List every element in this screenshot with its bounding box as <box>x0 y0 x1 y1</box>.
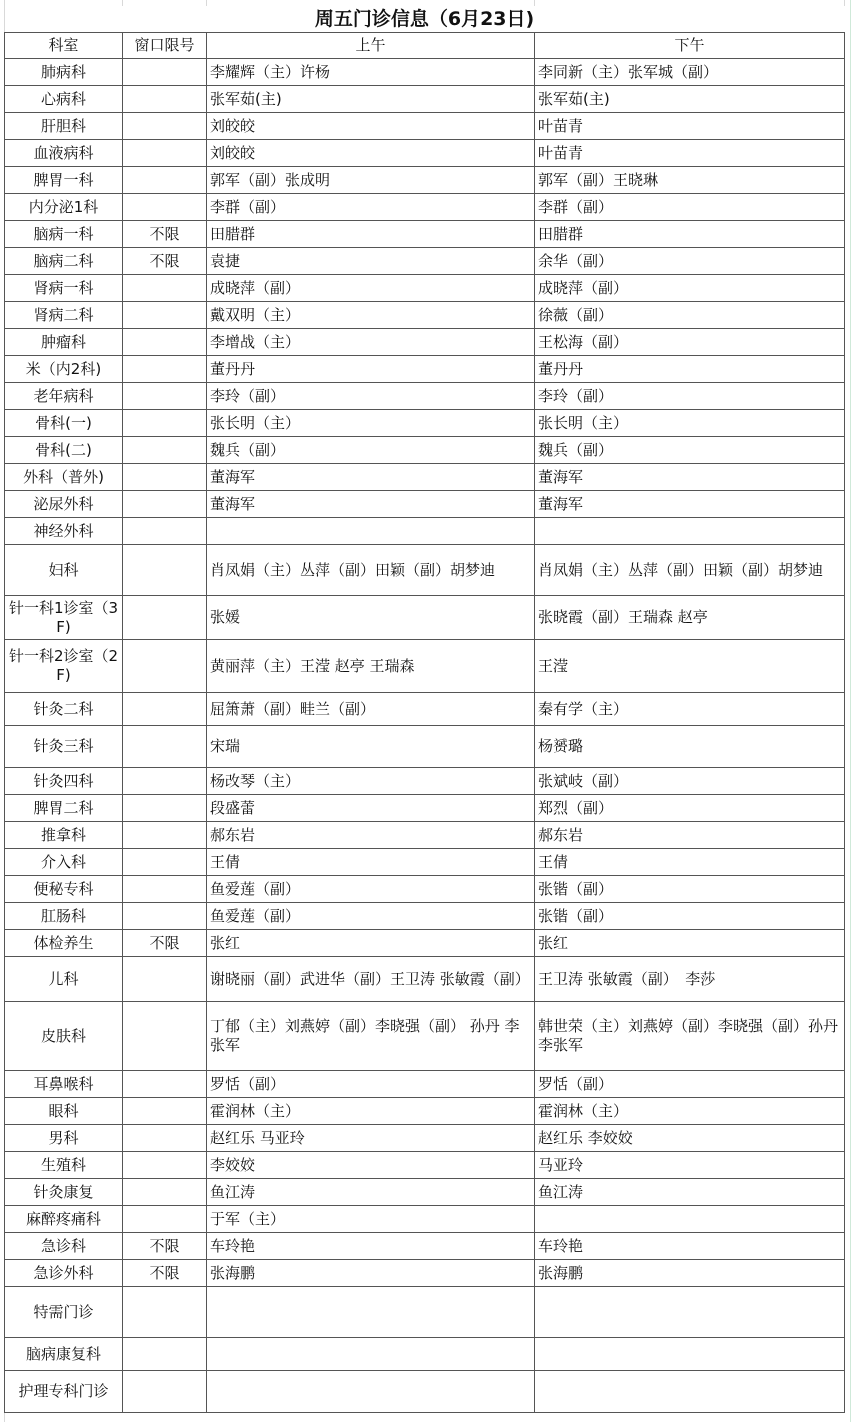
afternoon-cell[interactable]: 魏兵（副） <box>535 437 845 464</box>
table-row <box>5 86 845 113</box>
morning-cell[interactable] <box>207 1287 535 1338</box>
morning-cell[interactable]: 鱼爱莲（副） <box>207 903 535 930</box>
header-afternoon[interactable]: 下午 <box>535 33 845 59</box>
morning-cell[interactable]: 李耀辉（主）许杨 <box>207 59 535 86</box>
table-row <box>5 302 845 329</box>
table-row <box>5 113 845 140</box>
morning-cell[interactable]: 张军茹(主) <box>207 86 535 113</box>
window-limit-cell[interactable] <box>123 59 207 86</box>
dept-cell[interactable]: 针一科1诊室（3F) <box>5 596 123 640</box>
afternoon-cell[interactable]: 余华（副） <box>535 248 845 275</box>
afternoon-cell[interactable]: 李玲（副） <box>535 383 845 410</box>
window-limit-cell[interactable] <box>123 849 207 876</box>
morning-cell[interactable]: 刘皎皎 <box>207 140 535 167</box>
table-title[interactable]: 周五门诊信息（6月23日) <box>5 6 845 33</box>
table-row <box>5 1338 845 1371</box>
morning-cell[interactable]: 李群（副） <box>207 194 535 221</box>
window-limit-cell[interactable] <box>123 464 207 491</box>
afternoon-cell[interactable]: 王松海（副） <box>535 329 845 356</box>
window-limit-cell[interactable] <box>123 795 207 822</box>
window-limit-cell[interactable] <box>123 768 207 795</box>
afternoon-cell[interactable]: 霍润林（主） <box>535 1098 845 1125</box>
morning-cell[interactable]: 杨改琴（主） <box>207 768 535 795</box>
morning-cell[interactable]: 段盛蕾 <box>207 795 535 822</box>
header-morning[interactable]: 上午 <box>207 33 535 59</box>
table-row <box>5 849 845 876</box>
morning-cell[interactable]: 王倩 <box>207 849 535 876</box>
morning-cell[interactable]: 车玲艳 <box>207 1233 535 1260</box>
table-row <box>5 726 845 768</box>
afternoon-cell[interactable]: 徐薇（副） <box>535 302 845 329</box>
dept-cell[interactable]: 体检养生 <box>5 930 123 957</box>
dept-cell[interactable]: 急诊科 <box>5 1233 123 1260</box>
afternoon-cell[interactable]: 张晓霞（副）王瑞森 赵亭 <box>535 596 845 640</box>
window-limit-cell[interactable] <box>123 1098 207 1125</box>
morning-cell[interactable]: 戴双明（主） <box>207 302 535 329</box>
table-row <box>5 795 845 822</box>
window-limit-cell[interactable]: 不限 <box>123 1260 207 1287</box>
table-row <box>5 221 845 248</box>
morning-cell[interactable]: 于军（主） <box>207 1206 535 1233</box>
morning-cell[interactable]: 张长明（主） <box>207 410 535 437</box>
morning-cell[interactable]: 董海军 <box>207 464 535 491</box>
dept-cell[interactable]: 骨科(二) <box>5 437 123 464</box>
dept-cell[interactable]: 麻醉疼痛科 <box>5 1206 123 1233</box>
afternoon-cell[interactable]: 叶苗青 <box>535 113 845 140</box>
afternoon-cell[interactable]: 郑烈（副） <box>535 795 845 822</box>
morning-cell[interactable]: 刘皎皎 <box>207 113 535 140</box>
window-limit-cell[interactable] <box>123 437 207 464</box>
window-limit-cell[interactable] <box>123 383 207 410</box>
table-row <box>5 194 845 221</box>
morning-cell[interactable]: 魏兵（副） <box>207 437 535 464</box>
table-row <box>5 59 845 86</box>
table-row <box>5 1287 845 1338</box>
table-row <box>5 1071 845 1098</box>
window-limit-cell[interactable] <box>123 275 207 302</box>
table-row <box>5 518 845 545</box>
table-row <box>5 822 845 849</box>
morning-cell[interactable]: 田腊群 <box>207 221 535 248</box>
window-limit-cell[interactable]: 不限 <box>123 248 207 275</box>
morning-cell[interactable]: 肖凤娟（主）丛萍（副）田颖（副）胡梦迪 <box>207 545 535 596</box>
morning-cell[interactable]: 鱼爱莲（副） <box>207 876 535 903</box>
morning-cell[interactable]: 谢晓丽（副）武进华（副）王卫涛 张敏霞（副） <box>207 957 535 1002</box>
dept-cell[interactable]: 血液病科 <box>5 140 123 167</box>
dept-cell[interactable]: 米（内2科) <box>5 356 123 383</box>
table-row <box>5 329 845 356</box>
dept-cell[interactable]: 针灸四科 <box>5 768 123 795</box>
morning-cell[interactable]: 李增战（主） <box>207 329 535 356</box>
dept-cell[interactable]: 针灸康复 <box>5 1179 123 1206</box>
afternoon-cell[interactable]: 董海军 <box>535 464 845 491</box>
table-row <box>5 1152 845 1179</box>
morning-cell[interactable]: 鱼江涛 <box>207 1179 535 1206</box>
dept-cell[interactable]: 肾病二科 <box>5 302 123 329</box>
morning-cell[interactable]: 屈箫萧（副）畦兰（副） <box>207 693 535 726</box>
window-limit-cell[interactable] <box>123 140 207 167</box>
window-limit-cell[interactable] <box>123 903 207 930</box>
table-row <box>5 248 845 275</box>
morning-cell[interactable]: 成晓萍（副） <box>207 275 535 302</box>
afternoon-cell[interactable]: 张斌岐（副） <box>535 768 845 795</box>
morning-cell[interactable]: 张红 <box>207 930 535 957</box>
window-limit-cell[interactable] <box>123 545 207 596</box>
afternoon-cell[interactable]: 张海鹏 <box>535 1260 845 1287</box>
afternoon-cell[interactable]: 叶苗青 <box>535 140 845 167</box>
afternoon-cell[interactable]: 王卫涛 张敏霞（副） 李莎 <box>535 957 845 1002</box>
dept-cell[interactable]: 推拿科 <box>5 822 123 849</box>
morning-cell[interactable]: 赵红乐 马亚玲 <box>207 1125 535 1152</box>
table-row <box>5 957 845 1002</box>
window-limit-cell[interactable] <box>123 957 207 1002</box>
dept-cell[interactable]: 儿科 <box>5 957 123 1002</box>
afternoon-cell[interactable]: 张锴（副） <box>535 903 845 930</box>
table-row <box>5 1179 845 1206</box>
dept-cell[interactable]: 脑病康复科 <box>5 1338 123 1371</box>
window-limit-cell[interactable]: 不限 <box>123 221 207 248</box>
afternoon-cell[interactable]: 郝东岩 <box>535 822 845 849</box>
afternoon-cell[interactable]: 董海军 <box>535 491 845 518</box>
table-row <box>5 140 845 167</box>
afternoon-cell[interactable] <box>535 1206 845 1233</box>
title-row <box>5 6 845 33</box>
dept-cell[interactable]: 内分泌1科 <box>5 194 123 221</box>
table-row <box>5 464 845 491</box>
afternoon-cell[interactable]: 张红 <box>535 930 845 957</box>
dept-cell[interactable]: 脾胃二科 <box>5 795 123 822</box>
morning-cell[interactable]: 李玲（副） <box>207 383 535 410</box>
dept-cell[interactable]: 脾胃一科 <box>5 167 123 194</box>
window-limit-cell[interactable] <box>123 1287 207 1338</box>
afternoon-cell[interactable]: 王倩 <box>535 849 845 876</box>
window-limit-cell[interactable] <box>123 113 207 140</box>
window-limit-cell[interactable] <box>123 410 207 437</box>
dept-cell[interactable]: 皮肤科 <box>5 1002 123 1071</box>
afternoon-cell[interactable]: 赵红乐 李姣姣 <box>535 1125 845 1152</box>
dept-cell[interactable]: 骨科(一) <box>5 410 123 437</box>
window-limit-cell[interactable] <box>123 302 207 329</box>
table-row <box>5 275 845 302</box>
afternoon-cell[interactable]: 董丹丹 <box>535 356 845 383</box>
morning-cell[interactable]: 董海军 <box>207 491 535 518</box>
window-limit-cell[interactable] <box>123 640 207 693</box>
table-row <box>5 693 845 726</box>
window-limit-cell[interactable] <box>123 167 207 194</box>
window-limit-cell[interactable] <box>123 1206 207 1233</box>
dept-cell[interactable]: 耳鼻喉科 <box>5 1071 123 1098</box>
window-limit-cell[interactable] <box>123 1071 207 1098</box>
dept-cell[interactable]: 妇科 <box>5 545 123 596</box>
window-limit-cell[interactable] <box>123 329 207 356</box>
dept-cell[interactable]: 介入科 <box>5 849 123 876</box>
dept-cell[interactable]: 外科（普外) <box>5 464 123 491</box>
dept-cell[interactable]: 肝胆科 <box>5 113 123 140</box>
dept-cell[interactable]: 针灸三科 <box>5 726 123 768</box>
afternoon-cell[interactable] <box>535 1338 845 1371</box>
window-limit-cell[interactable] <box>123 86 207 113</box>
morning-cell[interactable]: 袁捷 <box>207 248 535 275</box>
dept-cell[interactable]: 眼科 <box>5 1098 123 1125</box>
dept-cell[interactable]: 脑病二科 <box>5 248 123 275</box>
afternoon-cell[interactable]: 王滢 <box>535 640 845 693</box>
morning-cell[interactable] <box>207 1371 535 1413</box>
table-row <box>5 356 845 383</box>
window-limit-cell[interactable] <box>123 1002 207 1071</box>
table-row <box>5 1125 845 1152</box>
window-limit-cell[interactable] <box>123 1152 207 1179</box>
dept-cell[interactable]: 肾病一科 <box>5 275 123 302</box>
table-row <box>5 903 845 930</box>
window-limit-cell[interactable] <box>123 596 207 640</box>
morning-cell[interactable]: 郝东岩 <box>207 822 535 849</box>
table-row <box>5 1002 845 1071</box>
afternoon-cell[interactable]: 李同新（主）张军城（副） <box>535 59 845 86</box>
dept-cell[interactable]: 便秘专科 <box>5 876 123 903</box>
header-window-limit[interactable]: 窗口限号 <box>123 33 207 59</box>
window-limit-cell[interactable] <box>123 693 207 726</box>
window-limit-cell[interactable] <box>123 1179 207 1206</box>
afternoon-cell[interactable]: 韩世荣（主）刘燕婷（副）李晓强（副）孙丹 李张军 <box>535 1002 845 1071</box>
afternoon-cell[interactable]: 秦有学（主） <box>535 693 845 726</box>
clinic-schedule-table <box>4 6 845 1413</box>
morning-cell[interactable]: 罗恬（副） <box>207 1071 535 1098</box>
table-row <box>5 930 845 957</box>
morning-cell[interactable]: 黄丽萍（主）王滢 赵亭 王瑞森 <box>207 640 535 693</box>
dept-cell[interactable]: 急诊外科 <box>5 1260 123 1287</box>
window-limit-cell[interactable]: 不限 <box>123 1233 207 1260</box>
dept-cell[interactable]: 针灸二科 <box>5 693 123 726</box>
dept-cell[interactable]: 肛肠科 <box>5 903 123 930</box>
morning-cell[interactable]: 董丹丹 <box>207 356 535 383</box>
table-row <box>5 1098 845 1125</box>
afternoon-cell[interactable] <box>535 518 845 545</box>
window-limit-cell[interactable] <box>123 1125 207 1152</box>
table-row <box>5 596 845 640</box>
window-limit-cell[interactable] <box>123 194 207 221</box>
sheet-right-edge <box>844 0 858 1422</box>
window-limit-cell[interactable] <box>123 876 207 903</box>
dept-cell[interactable]: 肺病科 <box>5 59 123 86</box>
afternoon-cell[interactable]: 张军茹(主) <box>535 86 845 113</box>
morning-cell[interactable]: 李姣姣 <box>207 1152 535 1179</box>
window-limit-cell[interactable] <box>123 491 207 518</box>
afternoon-cell[interactable]: 车玲艳 <box>535 1233 845 1260</box>
afternoon-cell[interactable]: 马亚玲 <box>535 1152 845 1179</box>
afternoon-cell[interactable] <box>535 1287 845 1338</box>
table-row <box>5 437 845 464</box>
table-row <box>5 410 845 437</box>
afternoon-cell[interactable]: 张长明（主） <box>535 410 845 437</box>
afternoon-cell[interactable]: 郭军（副）王晓琳 <box>535 167 845 194</box>
table-row <box>5 768 845 795</box>
dept-cell[interactable]: 生殖科 <box>5 1152 123 1179</box>
dept-cell[interactable]: 护理专科门诊 <box>5 1371 123 1413</box>
window-limit-cell[interactable] <box>123 518 207 545</box>
afternoon-cell[interactable]: 李群（副） <box>535 194 845 221</box>
table-row <box>5 640 845 693</box>
afternoon-cell[interactable]: 成晓萍（副） <box>535 275 845 302</box>
morning-cell[interactable]: 宋瑞 <box>207 726 535 768</box>
morning-cell[interactable]: 霍润林（主） <box>207 1098 535 1125</box>
dept-cell[interactable]: 针一科2诊室（2F) <box>5 640 123 693</box>
afternoon-cell[interactable]: 罗恬（副） <box>535 1071 845 1098</box>
window-limit-cell[interactable] <box>123 726 207 768</box>
afternoon-cell[interactable] <box>535 1371 845 1413</box>
dept-cell[interactable]: 脑病一科 <box>5 221 123 248</box>
table-row <box>5 876 845 903</box>
afternoon-cell[interactable]: 鱼江涛 <box>535 1179 845 1206</box>
morning-cell[interactable] <box>207 1338 535 1371</box>
table-row <box>5 1371 845 1413</box>
dept-cell[interactable]: 心病科 <box>5 86 123 113</box>
morning-cell[interactable]: 张媛 <box>207 596 535 640</box>
afternoon-cell[interactable]: 张锴（副） <box>535 876 845 903</box>
dept-cell[interactable]: 老年病科 <box>5 383 123 410</box>
table-row <box>5 491 845 518</box>
morning-cell[interactable]: 张海鹏 <box>207 1260 535 1287</box>
table-row <box>5 1233 845 1260</box>
window-limit-cell[interactable] <box>123 1371 207 1413</box>
window-limit-cell[interactable]: 不限 <box>123 930 207 957</box>
afternoon-cell[interactable]: 田腊群 <box>535 221 845 248</box>
dept-cell[interactable]: 泌尿外科 <box>5 491 123 518</box>
table-row <box>5 545 845 596</box>
table-row <box>5 383 845 410</box>
table-row <box>5 1260 845 1287</box>
dept-cell[interactable]: 神经外科 <box>5 518 123 545</box>
dept-cell[interactable]: 特需门诊 <box>5 1287 123 1338</box>
table-row <box>5 1206 845 1233</box>
dept-cell[interactable]: 男科 <box>5 1125 123 1152</box>
morning-cell[interactable] <box>207 518 535 545</box>
afternoon-cell[interactable]: 肖凤娟（主）丛萍（副）田颖（副）胡梦迪 <box>535 545 845 596</box>
table-row <box>5 167 845 194</box>
morning-cell[interactable]: 丁郁（主）刘燕婷（副）李晓强（副） 孙丹 李张军 <box>207 1002 535 1071</box>
dept-cell[interactable]: 肿瘤科 <box>5 329 123 356</box>
window-limit-cell[interactable] <box>123 1338 207 1371</box>
header-dept[interactable]: 科室 <box>5 33 123 59</box>
afternoon-cell[interactable]: 杨赟璐 <box>535 726 845 768</box>
morning-cell[interactable]: 郭军（副）张成明 <box>207 167 535 194</box>
window-limit-cell[interactable] <box>123 822 207 849</box>
window-limit-cell[interactable] <box>123 356 207 383</box>
header-row <box>5 33 845 59</box>
